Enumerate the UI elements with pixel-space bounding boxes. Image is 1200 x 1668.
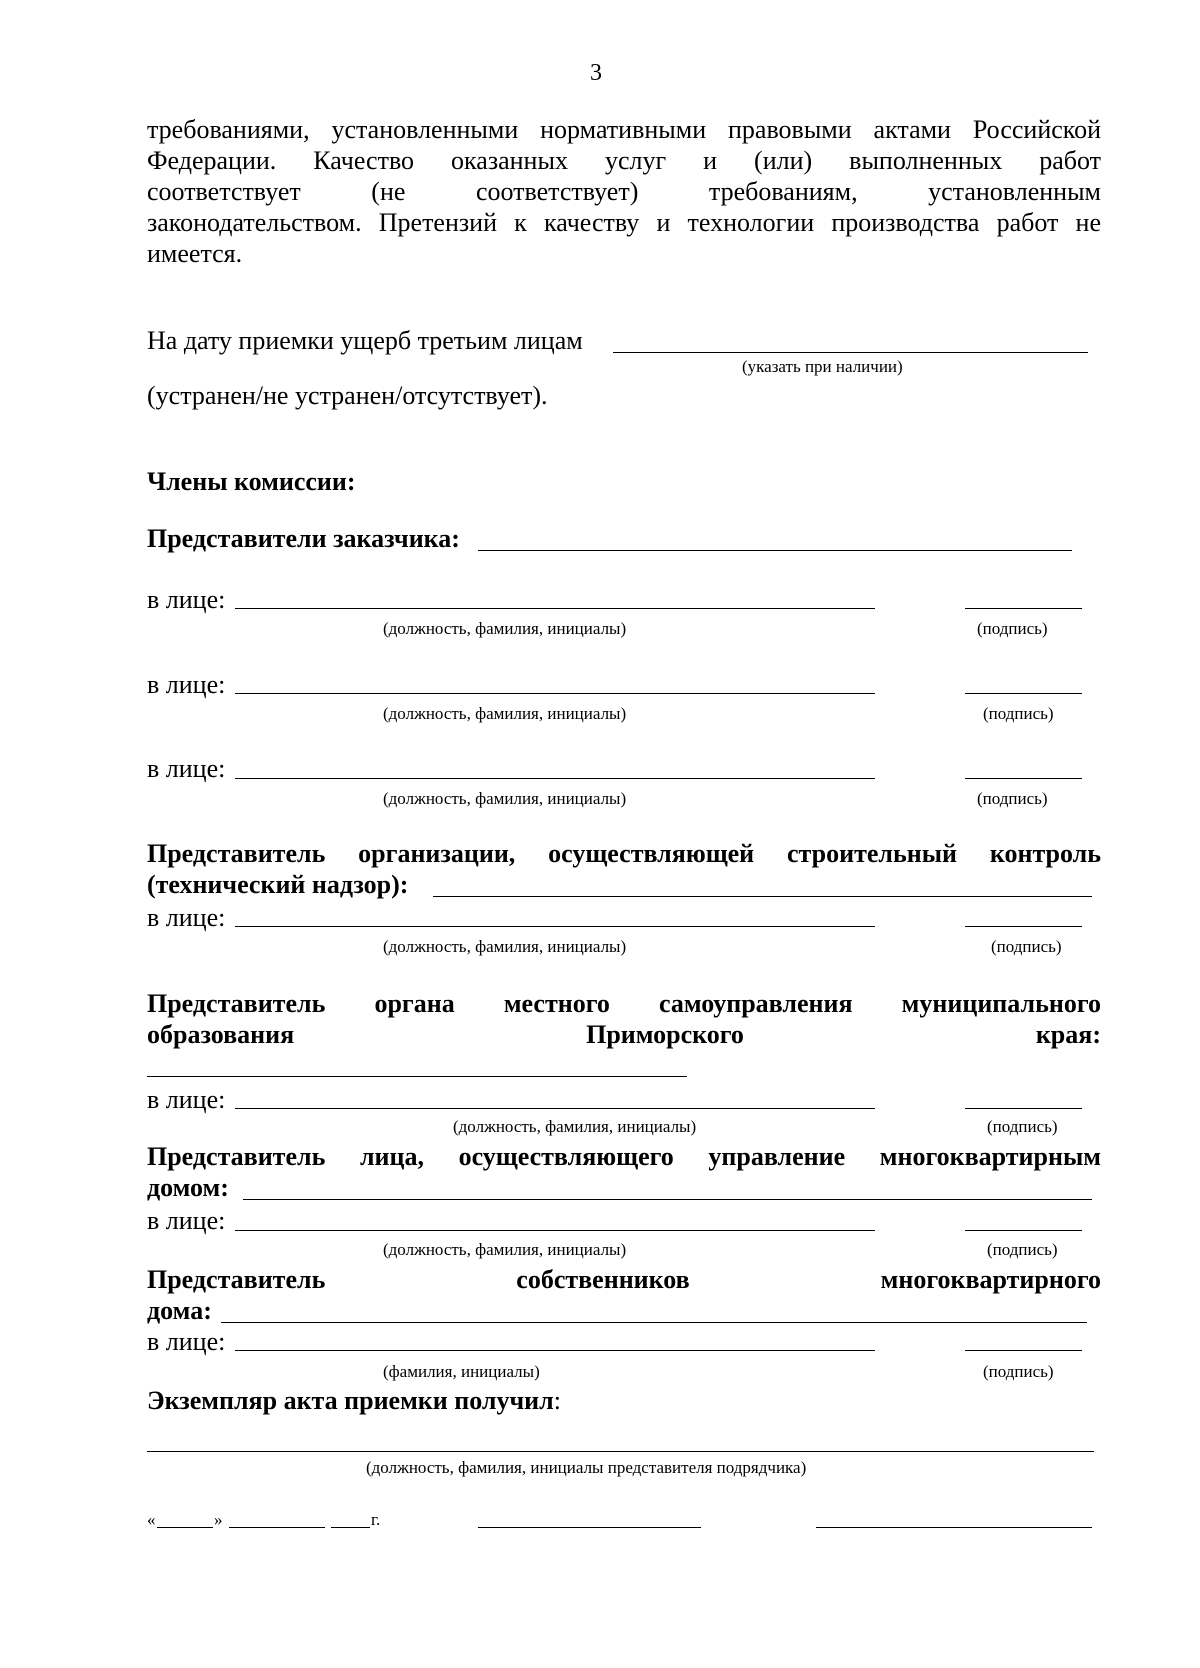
date-year-line[interactable] — [331, 1527, 370, 1528]
date-open-quote: « — [147, 1510, 156, 1529]
damage-input-line[interactable] — [613, 352, 1088, 353]
damage-label: На дату приемки ущерб третьим лицам — [147, 326, 583, 355]
control-heading: Представитель организации, осуществляющей строительный контроль — [147, 839, 1101, 868]
municipal-input-line[interactable] — [147, 1076, 687, 1077]
position-name-line[interactable] — [235, 926, 875, 927]
name-caption: (фамилия, инициалы) — [383, 1362, 540, 1381]
position-name-line[interactable] — [235, 693, 875, 694]
position-name-caption: (должность, фамилия, инициалы) — [383, 937, 627, 956]
position-name-caption: (должность, фамилия, инициалы) — [383, 1240, 627, 1259]
customer-input-line[interactable] — [478, 550, 1072, 551]
signature-line[interactable] — [965, 778, 1082, 779]
signature-line[interactable] — [965, 608, 1082, 609]
contractor-caption: (должность, фамилия, инициалы представителя подрядчика) — [366, 1458, 807, 1477]
intro-line-2: Федерации. Качество оказанных услуг и (или) выполненных работ — [147, 146, 1101, 175]
intro-line-4: законодательством. Претензий к качеству и технологии производства работ не — [147, 208, 1101, 237]
management-input-line[interactable] — [243, 1199, 1092, 1200]
signature-line[interactable] — [965, 1350, 1082, 1351]
in-person-label: в лице: — [147, 1085, 226, 1114]
signature-line[interactable] — [965, 1230, 1082, 1231]
municipal-word-3: края: — [1035, 1020, 1101, 1049]
in-person-label: в лице: — [147, 903, 226, 932]
management-heading-2: домом: — [147, 1173, 229, 1202]
signature-caption: (подпись) — [977, 789, 1048, 808]
owners-input-line[interactable] — [221, 1322, 1087, 1323]
owners-heading: Представитель собственников многоквартирного — [147, 1265, 1101, 1294]
signature-caption: (подпись) — [977, 619, 1048, 638]
commission-title: Члены комиссии: — [147, 467, 356, 496]
copy-received-heading: Экземпляр акта приемки получил: — [147, 1386, 561, 1415]
position-name-line[interactable] — [235, 1108, 875, 1109]
date-year-suffix: г. — [371, 1510, 381, 1529]
control-input-line[interactable] — [433, 896, 1092, 897]
damage-hint: (указать при наличии) — [742, 357, 903, 376]
signature-caption: (подпись) — [983, 704, 1054, 723]
name-line[interactable] — [235, 1350, 875, 1351]
position-name-line[interactable] — [235, 608, 875, 609]
in-person-label: в лице: — [147, 754, 226, 783]
position-name-caption: (должность, фамилия, инициалы) — [383, 619, 627, 638]
municipal-heading-2 — [147, 1019, 1101, 1050]
signature-caption: (подпись) — [987, 1117, 1058, 1136]
signature-caption: (подпись) — [991, 937, 1062, 956]
owners-heading-2: дома: — [147, 1296, 212, 1325]
municipal-word-2: Приморского — [586, 1020, 744, 1049]
customer-heading: Представители заказчика: — [147, 524, 460, 553]
position-name-line[interactable] — [235, 1230, 875, 1231]
municipal-heading: Представитель органа местного самоуправления муниципального — [147, 989, 1101, 1018]
in-person-label: в лице: — [147, 585, 226, 614]
date-close-quote: » — [214, 1510, 223, 1529]
contractor-input-line[interactable] — [147, 1451, 1094, 1452]
position-name-caption: (должность, фамилия, инициалы) — [383, 704, 627, 723]
signature-line[interactable] — [965, 693, 1082, 694]
in-person-label: в лице: — [147, 1327, 226, 1356]
date-day-line[interactable] — [157, 1527, 213, 1528]
copy-received-label: Экземпляр акта приемки получил — [147, 1386, 554, 1415]
signature-caption: (подпись) — [987, 1240, 1058, 1259]
signature-line[interactable] — [965, 1108, 1082, 1109]
date-month-line[interactable] — [229, 1527, 325, 1528]
intro-line-1: требованиями, установленными нормативными правовыми актами Российской — [147, 115, 1101, 144]
position-name-line[interactable] — [235, 778, 875, 779]
in-person-label: в лице: — [147, 1206, 226, 1235]
signature-caption: (подпись) — [983, 1362, 1054, 1381]
control-heading-2: (технический надзор): — [147, 870, 409, 899]
position-name-caption: (должность, фамилия, инициалы) — [453, 1117, 697, 1136]
position-name-caption: (должность, фамилия, инициалы) — [383, 789, 627, 808]
damage-options: (устранен/не устранен/отсутствует). — [147, 381, 548, 410]
footer-name-line[interactable] — [816, 1527, 1092, 1528]
in-person-label: в лице: — [147, 670, 226, 699]
footer-signature-line[interactable] — [478, 1527, 701, 1528]
municipal-word-1: образования — [147, 1020, 295, 1049]
intro-line-5: имеется. — [147, 239, 243, 268]
signature-line[interactable] — [965, 926, 1082, 927]
intro-line-3: соответствует (не соответствует) требованиям, установленным — [147, 177, 1101, 206]
management-heading: Представитель лица, осуществляющего управление многоквартирным — [147, 1142, 1101, 1171]
page-number: 3 — [590, 60, 602, 86]
